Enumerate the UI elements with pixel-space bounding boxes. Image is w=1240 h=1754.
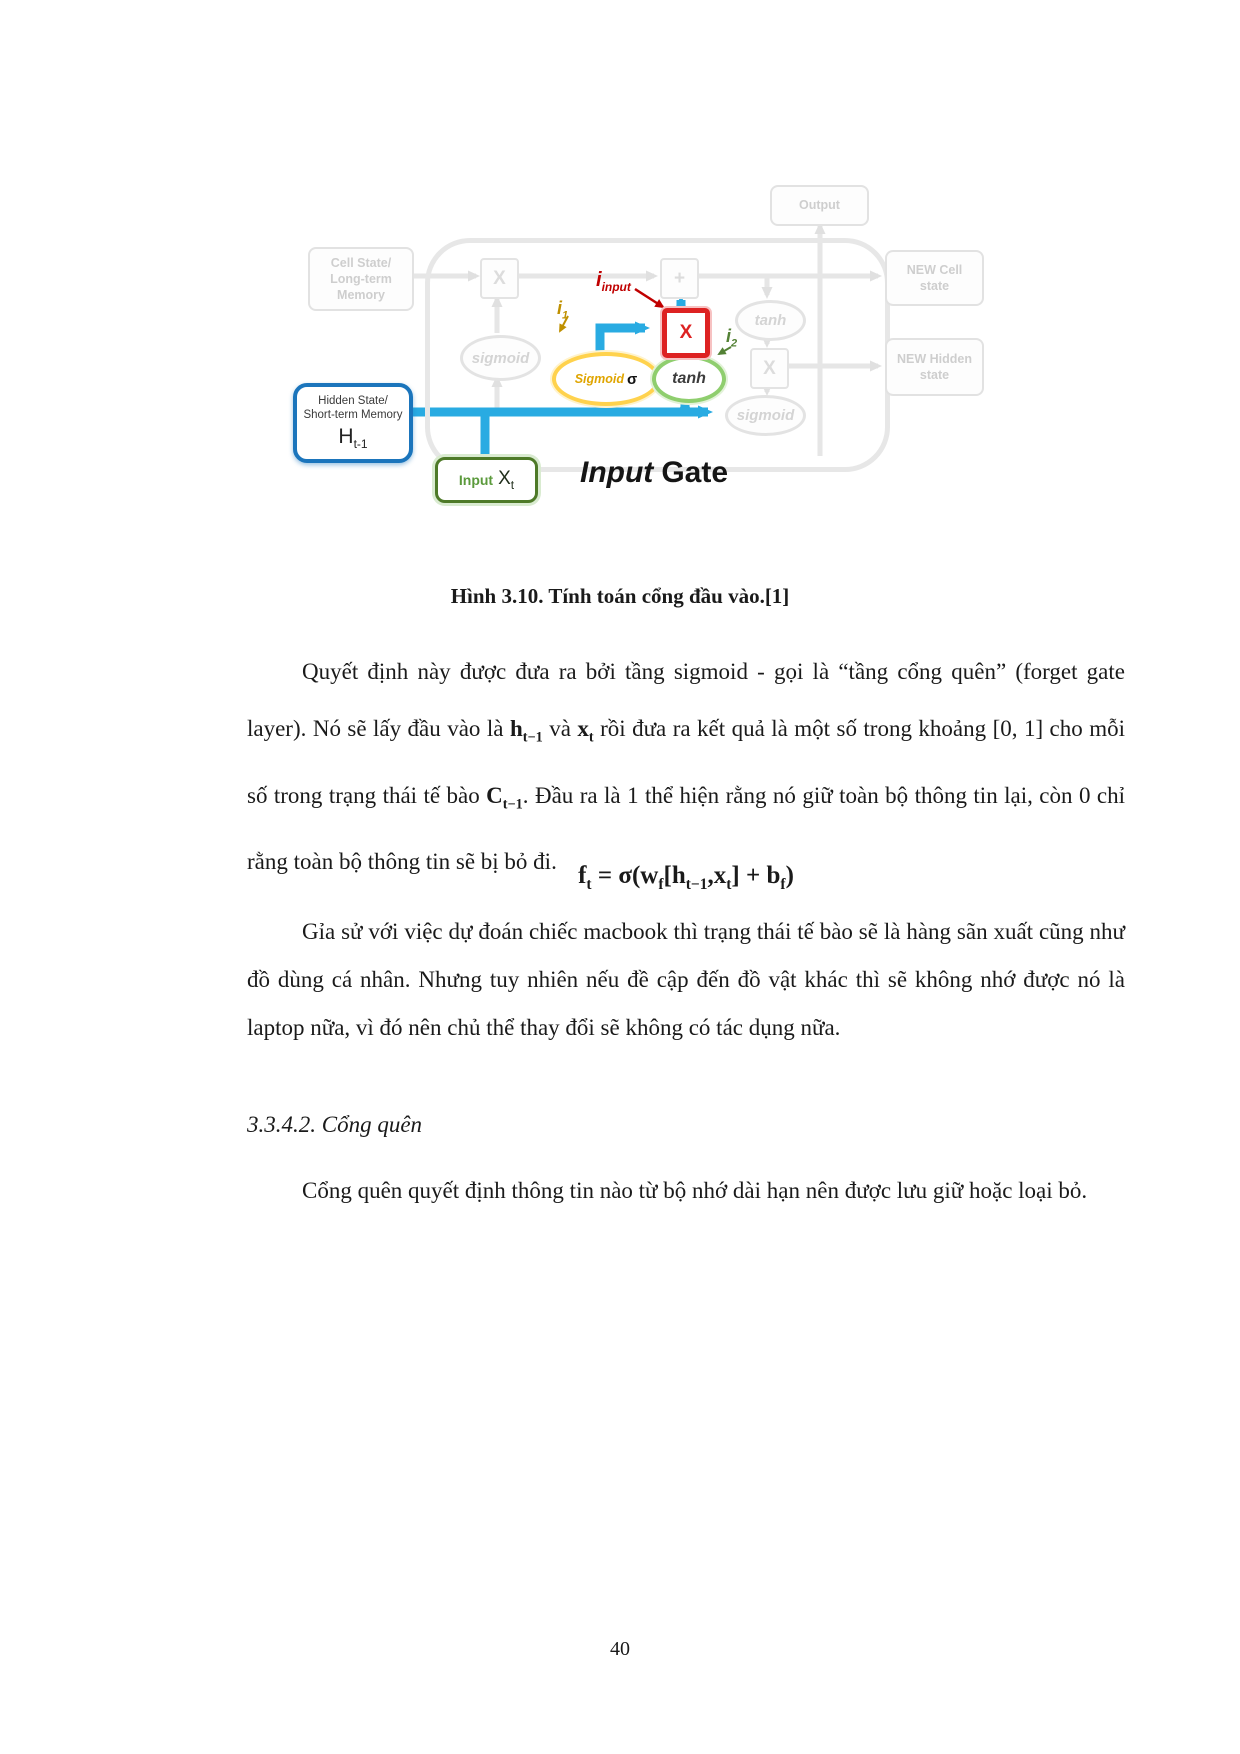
i-input-sub: input: [601, 280, 631, 294]
formula-sub: t−1: [685, 876, 708, 893]
text-run: . Đầu ra là 1 thể hiện rằng nó giữ toàn bộ thông tin lại, còn 0 chỉ rằng toàn bộ thông tin sẽ bị bỏ đi.: [247, 782, 1125, 875]
section-heading-3-3-4-2: 3.3.4.2. Cổng quên: [247, 1112, 423, 1137]
i1-annotation: [557, 298, 568, 322]
formula-run: ] + b: [731, 862, 781, 889]
gate-title-rest: Gate: [661, 456, 729, 489]
formula-sub: f: [780, 876, 786, 893]
sigmoid-oval-left: [460, 335, 541, 381]
i2-annotation: [726, 326, 737, 350]
math-base: C: [486, 782, 503, 808]
paragraph-2: Gỉa sử với việc dự đoán chiếc macbook thì trạng thái tế bào sẽ là hàng sãn xuất cũng như đồ dùng cá nhân. Nhưng tuy nhiên nếu đề cập đến đồ vật khác thì sẽ không nhớ được nó là laptop nữa, vì đó nên chủ thể thay đổi sẽ không có tác dụng nữa.: [247, 919, 1125, 1040]
math-base: h: [509, 716, 523, 741]
math-sub: t−1: [502, 796, 523, 813]
paragraph-3: Cổng quên quyết định thông tin nào từ bộ nhớ dài hạn nên được lưu giữ hoặc loại bỏ.: [302, 1178, 1088, 1203]
output-label: Output: [799, 198, 840, 213]
text-run: rồi đưa ra kết quả là một số trong khoảng [0, 1] cho mỗi số trong trạng thái tế bào: [247, 716, 1125, 808]
cell-state-line: Memory: [337, 288, 385, 303]
sigmoid-word: Sigmoid: [574, 372, 625, 386]
math-base: x: [577, 716, 589, 741]
hidden-state-box: [293, 383, 413, 463]
new-hidden-line: state: [919, 368, 950, 382]
new-hidden-line: NEW Hidden: [897, 351, 972, 366]
multiply-op-label: X: [493, 267, 506, 289]
tanh-label: tanh: [754, 312, 787, 329]
formula-sub: t: [586, 876, 592, 893]
sigmoid-label: sigmoid: [471, 349, 530, 367]
i2-sub: 2: [731, 337, 738, 350]
multiply-op-label: X: [679, 322, 693, 343]
cell-state-box: [308, 247, 414, 311]
multiply-op-label: X: [763, 357, 776, 379]
i1-base: i: [557, 298, 563, 318]
input-var-sub: t: [510, 477, 515, 492]
lstm-input-gate-figure: [280, 168, 1000, 520]
tanh-input-oval: [652, 355, 726, 403]
hidden-var-sub: t-1: [353, 437, 368, 452]
hidden-state-line: Short-term Memory: [303, 408, 403, 421]
hidden-var-base: H: [338, 425, 354, 449]
formula-run: ,x: [707, 862, 727, 889]
math-h-t-1: [509, 716, 543, 746]
text-run: và: [542, 716, 578, 741]
add-op-box: [660, 258, 699, 299]
hidden-state-variable: [338, 424, 367, 452]
i-input-base: i: [596, 269, 602, 291]
i-input-annotation: [596, 269, 631, 294]
math-c-t-1: [486, 782, 523, 813]
tanh-label: tanh: [672, 370, 706, 387]
formula-run: [h: [663, 862, 686, 889]
multiply-op-box: [480, 258, 519, 299]
math-x-t: [577, 716, 594, 746]
input-gate-title: [580, 456, 760, 490]
sigmoid-input-oval: [552, 352, 660, 406]
figure-caption: Hình 3.10. Tính toán cổng đầu vào.[1]: [450, 584, 790, 608]
multiply-op-highlighted: [662, 308, 710, 358]
input-xt-box: [435, 457, 538, 503]
new-cell-state-box: [885, 250, 984, 306]
input-variable: [498, 468, 514, 492]
cell-state-line: Cell State/: [330, 255, 392, 270]
output-box: [770, 185, 869, 226]
math-sub: t: [588, 729, 594, 746]
text-run: Quyết định này được đưa ra bởi tầng sigmoid - gọi là “tầng cổng quên” (forget gate layer). Nó sẽ lấy đầu vào là: [247, 659, 1125, 741]
formula-sub: t: [726, 876, 732, 893]
cell-state-line: Long-term: [330, 271, 392, 286]
i2-base: i: [726, 326, 732, 346]
hidden-state-line: Hidden State/: [318, 394, 388, 407]
tanh-oval-top: [735, 300, 806, 341]
sigma-symbol: σ: [627, 370, 638, 388]
math-sub: t−1: [522, 729, 543, 746]
formula-run: f: [578, 862, 587, 889]
sigmoid-label: sigmoid: [736, 407, 795, 424]
multiply-op-box-right: [750, 348, 789, 389]
formula-sub: f: [658, 876, 664, 893]
new-cell-line: NEW Cell: [906, 262, 963, 277]
gate-title-italic: Input: [580, 456, 654, 489]
formula-run: ): [785, 862, 794, 889]
input-var-base: X: [498, 468, 511, 490]
sigmoid-oval-bottom: [725, 395, 806, 436]
forget-gate-formula: [247, 853, 1125, 908]
i1-sub: 1: [562, 309, 569, 322]
new-hidden-state-box: [885, 338, 984, 396]
formula-run: = σ(w: [591, 862, 659, 889]
input-label: Input: [458, 472, 494, 488]
page-number: 40: [610, 1638, 630, 1660]
new-cell-line: state: [919, 279, 950, 293]
add-op-label: +: [673, 267, 686, 289]
